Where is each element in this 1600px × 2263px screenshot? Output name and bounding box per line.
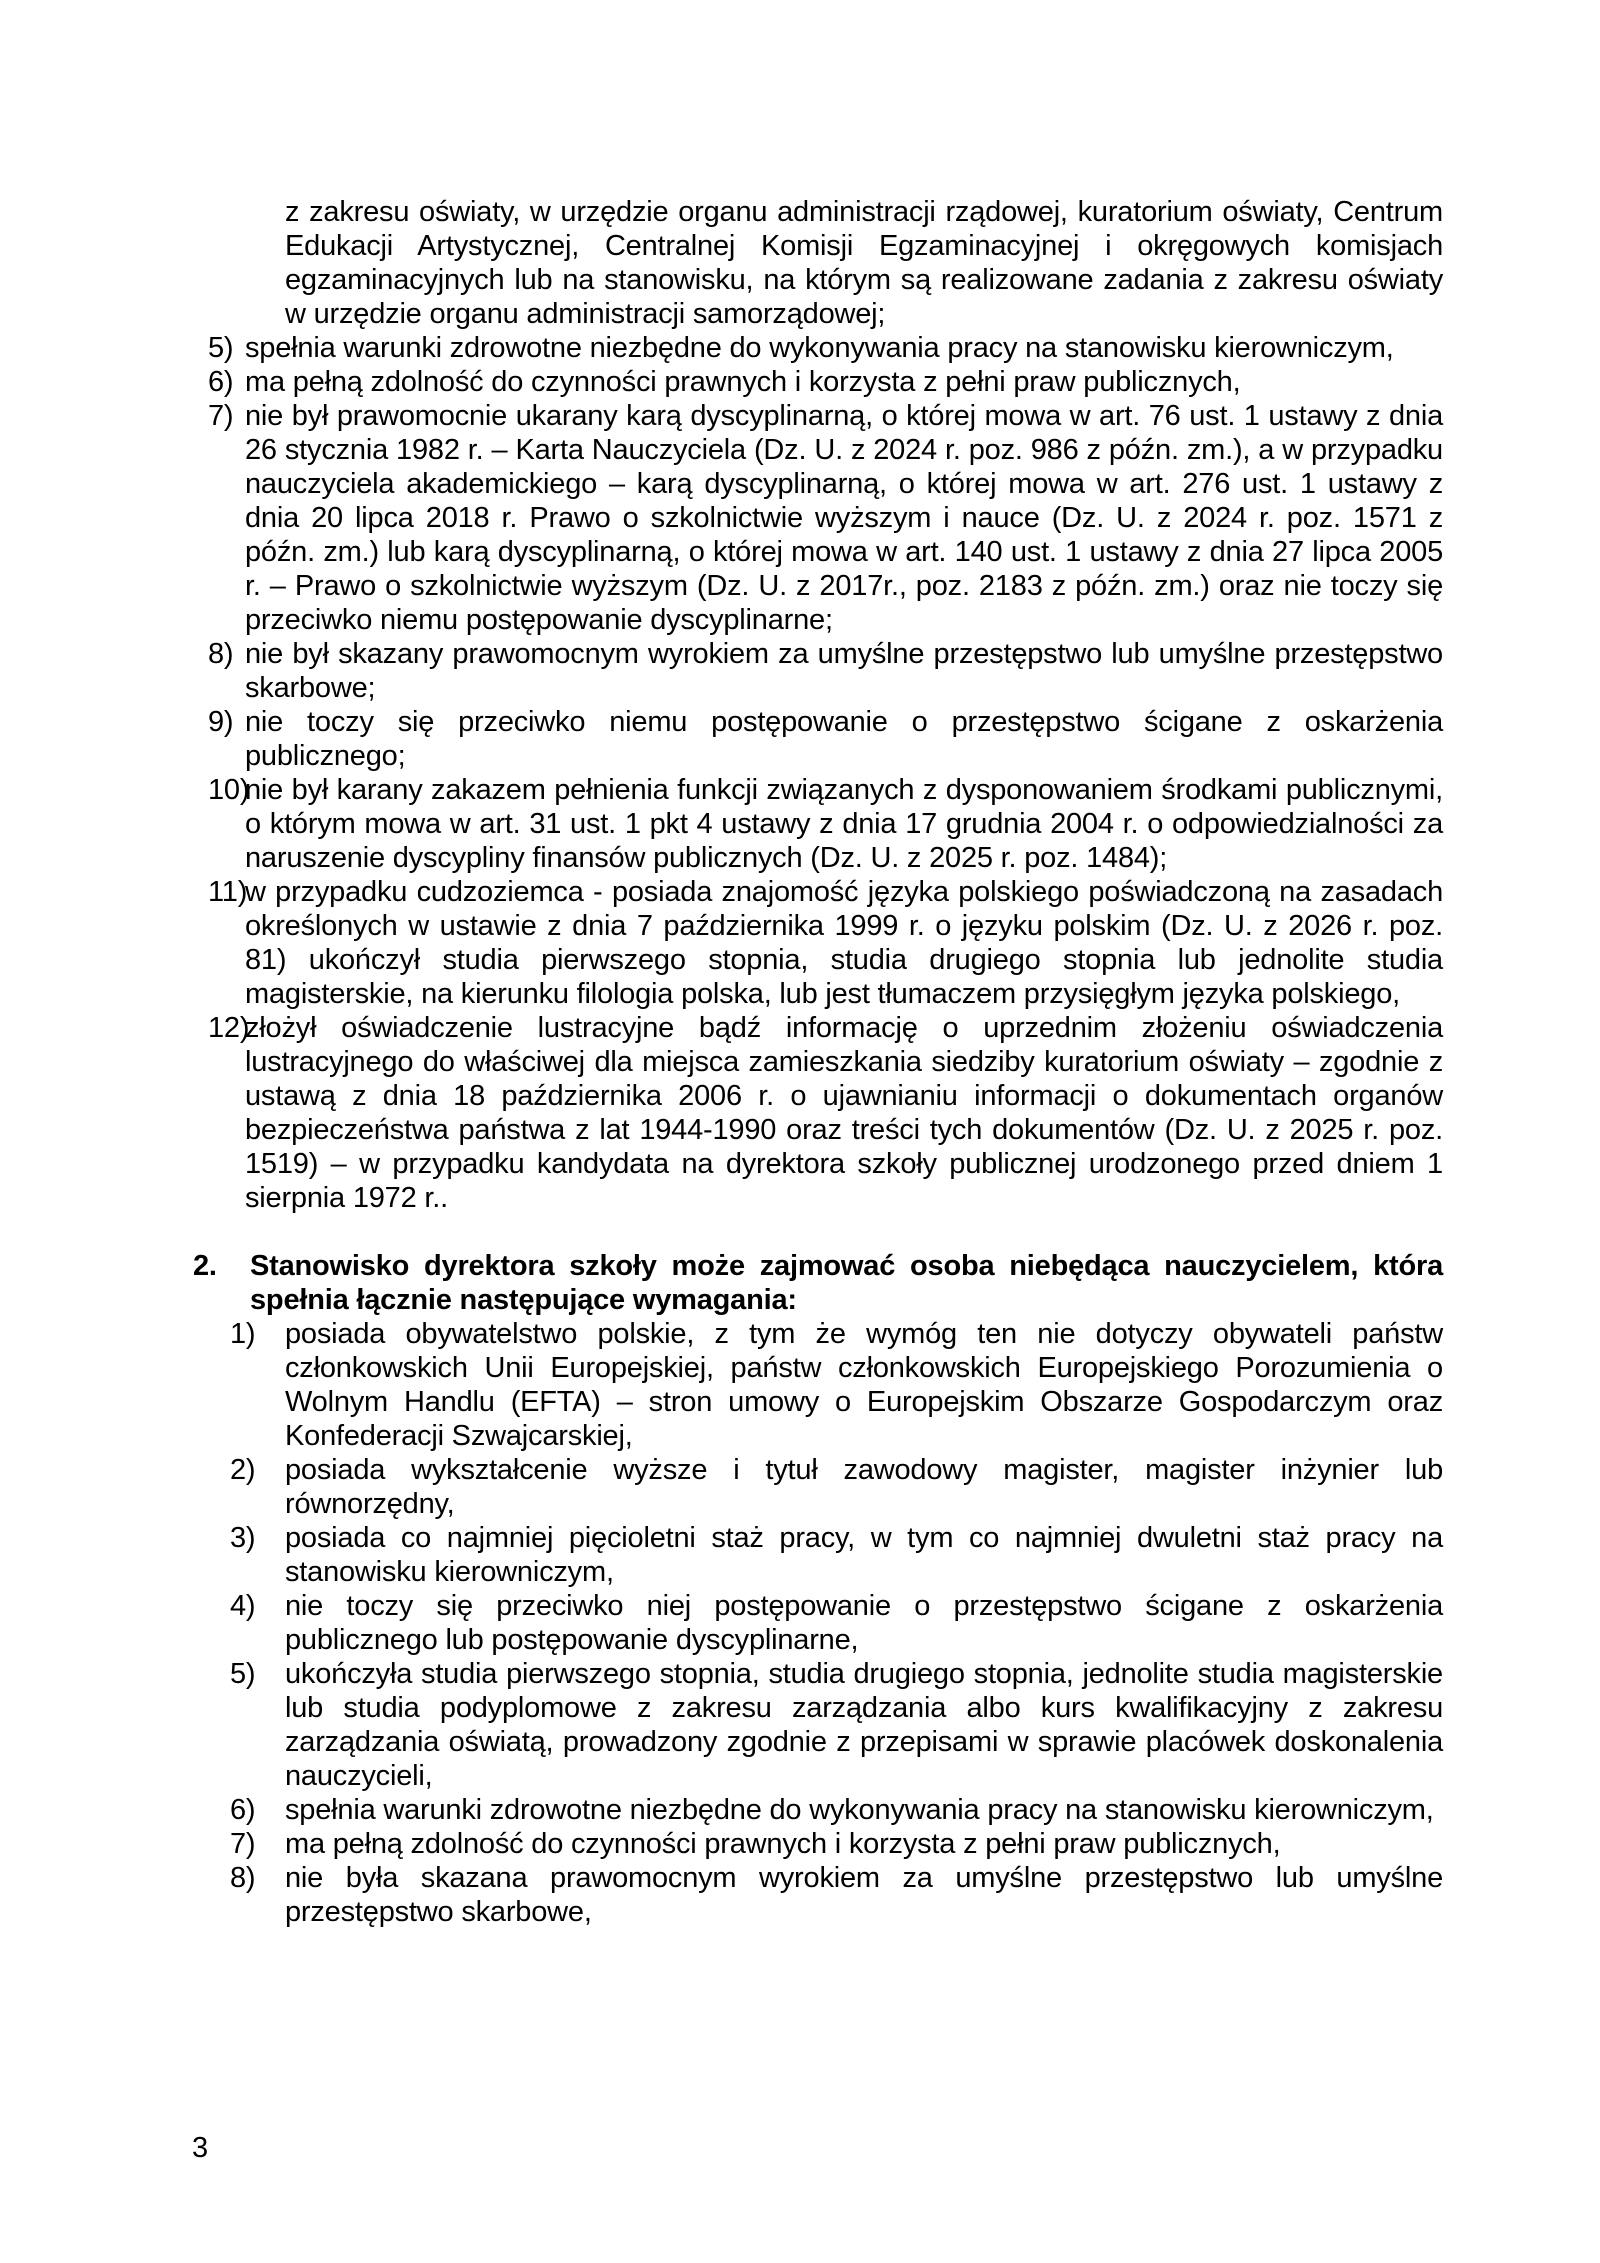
list-item-text: ma pełną zdolność do czynności prawnych i korzysta z pełni praw publicznych, [245,366,1241,398]
list-item-text: nie była skazana prawomocnym wyrokiem za umyślne przestępstwo lub umyślne przestępstwo skarbowe, [285,1862,1443,1928]
list-item [208,705,1443,773]
section-heading [193,1249,1443,1317]
list-item-number: 7) [208,400,234,432]
continuation-paragraph: z zakresu oświaty, w urzędzie organu administracji rządowej, kuratorium oświaty, Centrum Edukacji Artystycznej, Centralnej Komisji Egzaminacyjnej i okręgowych komisjach egzaminacyjnych lub na stanowisku, na którym są realizowane zadania z zakresu oświaty w urzędzie organu administracji samorządowej; [285,196,1443,330]
list-item [230,1589,1443,1657]
list-item [230,1793,1443,1827]
document-body [0,195,1600,1929]
list-item-number: 5) [230,1658,256,1690]
list-item-number: 8) [208,638,234,670]
list-item-number: 7) [230,1828,256,1860]
list-item [208,365,1443,399]
list-item-text: nie toczy się przeciwko niej postępowanie o przestępstwo ścigane z oskarżenia publicznego lub postępowanie dyscyplinarne, [285,1590,1443,1656]
list-item-number: 5) [208,332,234,364]
list-item [208,875,1443,1011]
list-item-text: spełnia warunki zdrowotne niezbędne do wykonywania pracy na stanowisku kierowniczym, [285,1794,1434,1826]
list-item-text: nie był prawomocnie ukarany karą dyscyplinarną, o której mowa w art. 76 ust. 1 ustawy z dnia 26 stycznia 1982 r. – Karta Nauczyciela (Dz. U. z 2024 r. poz. 986 z późn. zm.), a w przypadku nauczyciela akademickiego – karą dyscyplinarną, o której mowa w art. 276 ust. 1 ustawy z dnia 20 lipca 2018 r. Prawo o szkolnictwie wyższym i nauce (Dz. U. z 2024 r. poz. 1571 z późn. zm.) lub karą dyscyplinarną, o której mowa w art. 140 ust. 1 ustawy z dnia 27 lipca 2005 r. – Prawo o szkolnictwie wyższym (Dz. U. z 2017r., poz. 2183 z późn. zm.) oraz nie toczy się przeciwko niemu postępowanie dyscyplinarne; [245,400,1443,636]
list-item-number: 6) [208,366,234,398]
list-item-number: 8) [230,1862,256,1894]
list-item [230,1317,1443,1453]
list-item-text: posiada obywatelstwo polskie, z tym że wymóg ten nie dotyczy obywateli państw członkowskich Unii Europejskiej, państw członkowskich Europejskiego Porozumienia o Wolnym Handlu (EFTA) – stron umowy o Europejskim Obszarze Gospodarczym oraz Konfederacji Szwajcarskiej, [285,1318,1443,1452]
list-item [208,1011,1443,1215]
list-item-text: posiada wykształcenie wyższe i tytuł zawodowy magister, magister inżynier lub równorzędny, [285,1454,1443,1520]
list-item-number: 3) [230,1522,256,1554]
list-item-text: nie toczy się przeciwko niemu postępowanie o przestępstwo ścigane z oskarżenia publicznego; [245,706,1443,772]
list-item-text: w przypadku cudzoziemca - posiada znajomość języka polskiego poświadczoną na zasadach określonych w ustawie z dnia 7 października 1999 r. o języku polskim (Dz. U. z 2026 r. poz. 81) ukończył studia pierwszego stopnia, studia drugiego stopnia lub jednolite studia magisterskie, na kierunku filologia polska, lub jest tłumaczem przysięgłym języka polskiego, [245,876,1443,1010]
list-item-number: 1) [230,1318,256,1350]
list-item-text: ma pełną zdolność do czynności prawnych i korzysta z pełni praw publicznych, [285,1828,1281,1860]
list-item-number: 12) [208,1012,250,1044]
list-item-text: posiada co najmniej pięcioletni staż pracy, w tym co najmniej dwuletni staż pracy na stanowisku kierowniczym, [285,1522,1443,1588]
list-item-text: nie był skazany prawomocnym wyrokiem za umyślne przestępstwo lub umyślne przestępstwo skarbowe; [245,638,1443,704]
section-number: 2. [193,1250,217,1282]
list-item [208,637,1443,705]
list-item-number: 2) [230,1454,256,1486]
list-item-text: nie był karany zakazem pełnienia funkcji związanych z dysponowaniem środkami publicznymi, o którym mowa w art. 31 ust. 1 pkt 4 ustawy z dnia 17 grudnia 2004 r. o odpowiedzialności za naruszenie dyscypliny finansów publicznych (Dz. U. z 2025 r. poz. 1484); [245,774,1443,874]
list-item-number: 11) [208,876,248,908]
list-item-number: 9) [208,706,234,738]
list-item-number: 4) [230,1590,256,1622]
list-item [230,1521,1443,1589]
list-item [230,1657,1443,1793]
list-item-text: złożył oświadczenie lustracyjne bądź informację o uprzednim złożeniu oświadczenia lustracyjnego do właściwej dla miejsca zamieszkania siedziby kuratorium oświaty – zgodnie z ustawą z dnia 18 października 2006 r. o ujawnianiu informacji o dokumentach organów bezpieczeństwa państwa z lat 1944-1990 oraz treści tych dokumentów (Dz. U. z 2025 r. poz. 1519) – w przypadku kandydata na dyrektora szkoły publicznej urodzonego przed dniem 1 sierpnia 1972 r.. [245,1012,1443,1214]
list-item [230,1861,1443,1929]
page-number: 3 [192,2132,208,2164]
list-item [230,1827,1443,1861]
list-item-text: spełnia warunki zdrowotne niezbędne do wykonywania pracy na stanowisku kierowniczym, [245,332,1394,364]
section-heading-text: Stanowisko dyrektora szkoły może zajmować osoba niebędąca nauczycielem, która spełnia łącznie następujące wymagania: [250,1250,1443,1316]
list-item [208,773,1443,875]
list-item [208,331,1443,365]
list-item-number: 6) [230,1794,256,1826]
list-item-text: ukończyła studia pierwszego stopnia, studia drugiego stopnia, jednolite studia magisterskie lub studia podyplomowe z zakresu zarządzania albo kurs kwalifikacyjny z zakresu zarządzania oświatą, prowadzony zgodnie z przepisami w sprawie placówek doskonalenia nauczycieli, [285,1658,1443,1792]
list-item [208,399,1443,637]
list-item [230,1453,1443,1521]
list-item-number: 10) [208,774,250,806]
